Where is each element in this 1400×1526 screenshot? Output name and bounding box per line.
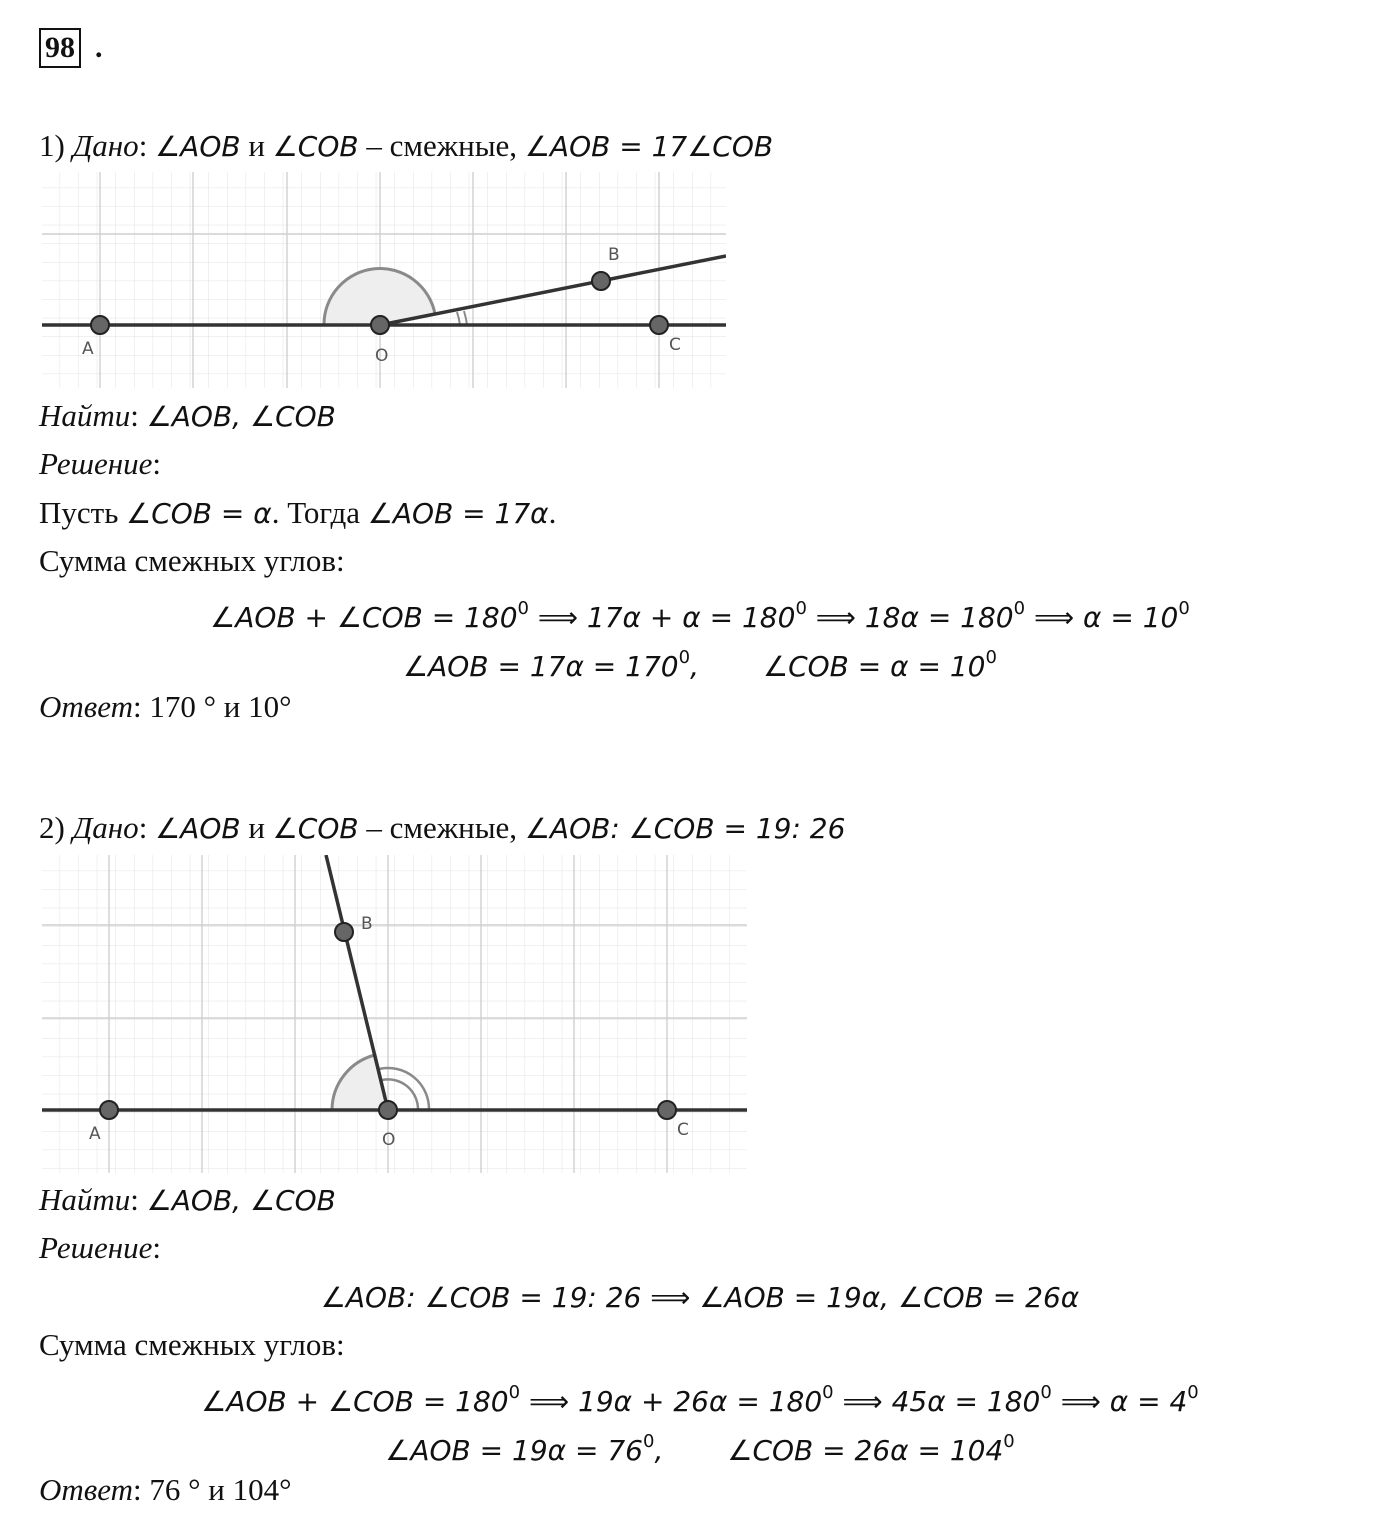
part1-eq1-c: ⟹ 18α = 180 [806,601,1014,634]
part2-solution-sep: : [152,1230,161,1265]
part1-point-o [371,316,389,334]
part1-eq2-deg2: 0 [985,647,997,668]
part1-then-expr: ∠AOB = 17α [367,497,549,530]
part2-eq2-comma: , [654,1434,664,1467]
part1-label-b: B [608,245,620,265]
part1-answer [39,689,291,725]
part1-then-word: . Тогда [271,495,361,530]
part2-answer-value: 76 ° и 104° [149,1472,292,1507]
part2-eq1-b: ⟹ 19α + 26α = 180 [520,1385,823,1418]
part2-eq1-deg4: 0 [1187,1382,1199,1403]
part1-given [39,128,773,165]
part2-eq2-deg1: 0 [642,1431,655,1452]
part2-sum-text: Сумма смежных углов: [39,1327,345,1362]
part1-eq1-a: ∠AOB + ∠COB = 180 [210,601,518,634]
part1-equation-2 [0,640,1400,685]
part2-label-b: B [361,914,373,934]
part2-solution-label: Решение [39,1230,153,1265]
part1-eq2-comma: , [690,650,699,683]
part1-number: 1) [39,128,65,163]
part1-then-end: . [548,495,557,530]
part2-grid [42,855,747,1173]
part1-eq2-cob: ∠COB = α = 10 [762,650,986,683]
part1-find [39,398,336,435]
part1-given-angle1: ∠AOB [155,130,241,163]
part1-label-c: C [669,335,681,355]
part1-eq1-deg1: 0 [517,598,529,619]
part1-given-angle2: ∠COB [272,130,359,163]
part1-given-label: Дано [72,128,139,163]
part1-eq2-aob: ∠AOB = 17α = 170 [403,650,679,683]
part1-answer-label: Ответ [39,689,133,724]
part1-diagram [42,172,726,388]
part1-equation-1 [0,591,1400,636]
part1-solution-sep: : [152,446,161,481]
part1-point-c [650,316,668,334]
part2-equation-1 [0,1375,1400,1420]
part2-point-o [379,1101,397,1119]
part2-solution [39,1230,161,1266]
part2-eq1-d: ⟹ α = 4 [1051,1385,1188,1418]
part1-given-sep: : [138,128,148,163]
part1-eq1-deg4: 0 [1178,598,1190,619]
problem-number-dot: . [95,31,103,64]
part2-point-b [335,923,353,941]
part1-let-expr: ∠COB = α [126,497,272,530]
part1-label-a: A [82,339,94,359]
part1-let [39,495,556,532]
part2-given-angle2: ∠COB [272,812,359,845]
part2-point-c [658,1101,676,1119]
part2-eq1-deg3: 0 [1040,1382,1052,1403]
part2-eq2-cob: ∠COB = 26α = 104 [727,1434,1004,1467]
part2-given-label: Дано [72,810,139,845]
part1-find-value: ∠AOB, ∠COB [146,400,336,433]
part2-find-label: Найти [39,1182,131,1217]
part1-eq1-deg2: 0 [795,598,807,619]
part2-point-a [100,1101,118,1119]
part2-eq2-deg2: 0 [1003,1431,1015,1452]
part2-given-text: – смежные, [366,810,518,845]
part1-eq1-d: ⟹ α = 10 [1025,601,1179,634]
part1-answer-sep: : [132,689,142,724]
part2-ratio-equation [0,1279,1400,1316]
part2-eq1-deg2: 0 [822,1382,834,1403]
part2-given-and: и [248,810,265,845]
part2-find-sep: : [130,1182,139,1217]
part1-point-b [592,272,610,290]
part2-eq1-deg1: 0 [508,1382,521,1403]
part2-find-value: ∠AOB, ∠COB [146,1184,336,1217]
part1-let-word: Пусть [39,495,119,530]
part1-eq1-b: ⟹ 17α + α = 180 [528,601,796,634]
part2-answer-label: Ответ [39,1472,133,1507]
part1-find-sep: : [130,398,139,433]
part1-point-a [91,316,109,334]
part1-sum-text: Сумма смежных углов: [39,543,345,578]
part1-eq2-deg1: 0 [678,647,691,668]
part1-given-relation: ∠AOB = 17∠COB [524,130,774,163]
part2-equation-2 [0,1424,1400,1469]
part1-answer-value: 170 ° и 10° [149,689,292,724]
problem-number: 98 [39,28,81,68]
part2-given-relation: ∠AOB: ∠COB = 19: 26 [524,812,846,845]
part2-given-sep: : [138,810,148,845]
part2-eq2-aob: ∠AOB = 19α = 76 [385,1434,643,1467]
part2-diagram [42,855,747,1173]
part2-given [39,810,845,847]
part1-solution [39,446,161,482]
part1-solution-label: Решение [39,446,153,481]
part2-label-a: A [89,1124,101,1144]
part2-label-c: C [677,1120,689,1140]
part1-given-text: – смежные, [366,128,518,163]
part2-answer [39,1472,291,1508]
part2-ratio-eq: ∠AOB: ∠COB = 19: 26 ⟹ ∠AOB = 19α, ∠COB = 26α [320,1281,1080,1314]
part2-eq1-c: ⟹ 45α = 180 [833,1385,1041,1418]
part2-given-angle1: ∠AOB [155,812,241,845]
part2-label-o: O [382,1130,396,1150]
part2-answer-sep: : [132,1472,142,1507]
part1-eq1-deg3: 0 [1013,598,1026,619]
part1-given-and: и [248,128,265,163]
part1-find-label: Найти [39,398,131,433]
part2-find [39,1182,336,1219]
part1-label-o: O [375,346,389,366]
part2-eq1-a: ∠AOB + ∠COB = 180 [201,1385,509,1418]
part2-number: 2) [39,810,65,845]
